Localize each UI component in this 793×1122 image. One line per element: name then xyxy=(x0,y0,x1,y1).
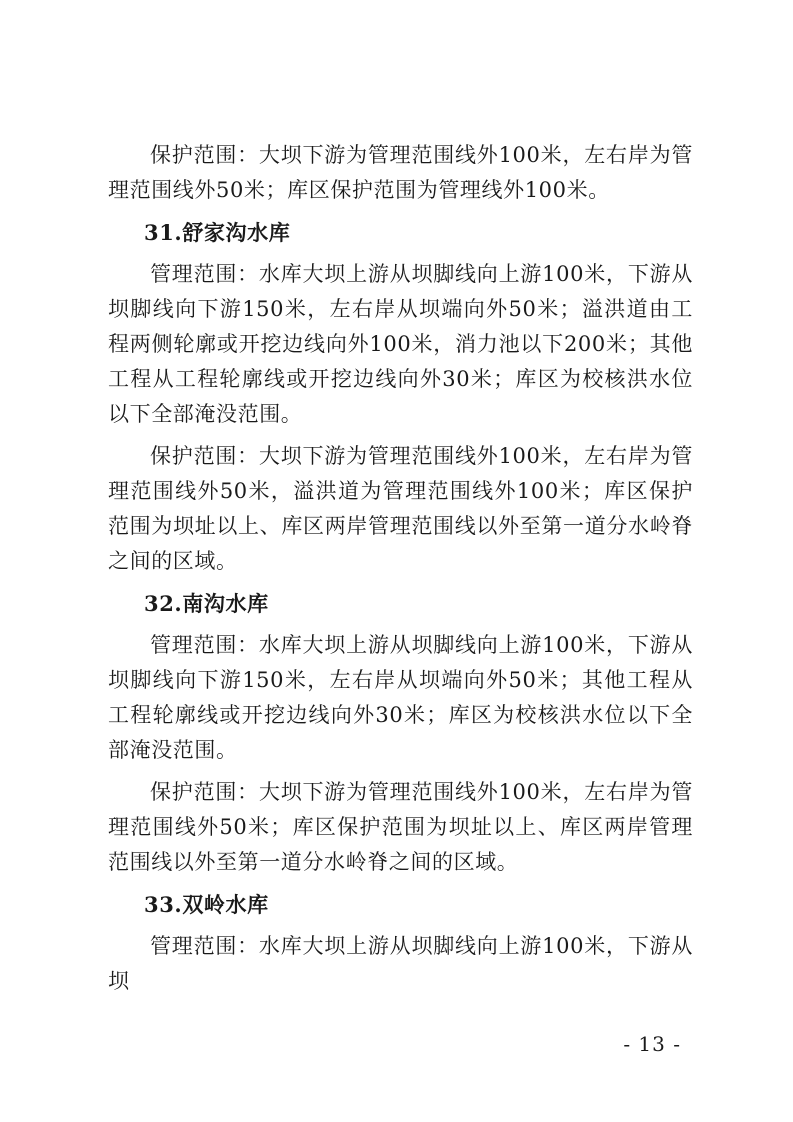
page-number: - 13 - xyxy=(623,1032,681,1056)
paragraph-management-range-31: 管理范围：水库大坝上游从坝脚线向上游100米，下游从坝脚线向下游150米，左右岸从坝端向外50米；溢洪道由工程两侧轮廓或开挖边线向外100米，消力池以下200米；其他工程从工程轮廓线或开挖边线向外30米；库区为校核洪水位以下全部淹没范围。 xyxy=(108,262,693,426)
section-heading-32: 32.南沟水库 xyxy=(144,591,269,616)
document-body xyxy=(108,138,693,1006)
paragraph-management-range-32: 管理范围：水库大坝上游从坝脚线向上游100米，下游从坝脚线向下游150米，左右岸从坝端向外50米；其他工程从工程轮廓线或开挖边线向外30米；库区为校核洪水位以下全部淹没范围。 xyxy=(108,633,693,762)
section-heading-31: 31.舒家沟水库 xyxy=(144,220,291,245)
paragraph-protection-range-32: 保护范围：大坝下游为管理范围线外100米，左右岸为管理范围线外50米；库区保护范围为坝址以上、库区两岸管理范围线以外至第一道分水岭脊之间的区域。 xyxy=(108,780,693,874)
paragraph-protection-range-30: 保护范围：大坝下游为管理范围线外100米，左右岸为管理范围线外50米；库区保护范围为管理线外100米。 xyxy=(108,143,693,202)
paragraph-protection-range-31: 保护范围：大坝下游为管理范围线外100米，左右岸为管理范围线外50米，溢洪道为管理范围线外100米；库区保护范围为坝址以上、库区两岸管理范围线以外至第一道分水岭脊之间的区域。 xyxy=(108,444,693,573)
paragraph-management-range-33: 管理范围：水库大坝上游从坝脚线向上游100米，下游从坝 xyxy=(108,934,693,993)
section-heading-33: 33.双岭水库 xyxy=(144,892,269,917)
